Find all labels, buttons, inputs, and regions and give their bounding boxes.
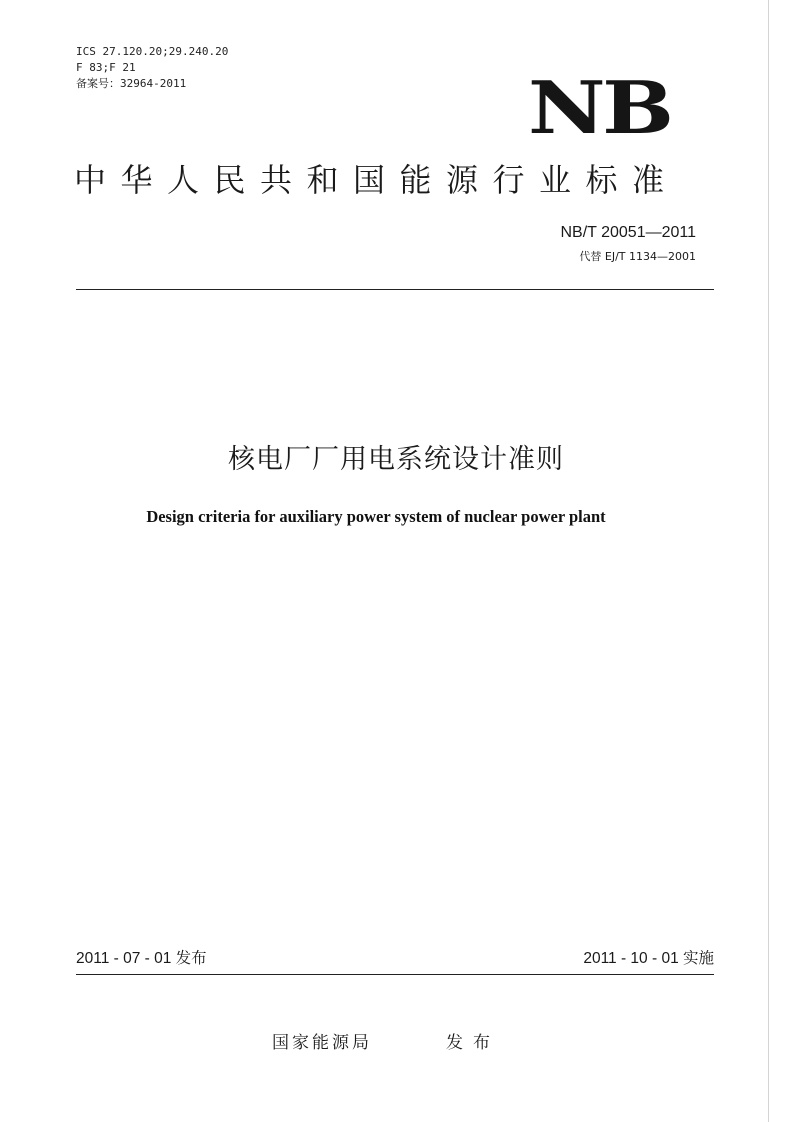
scan-edge-line: [768, 0, 769, 1122]
nb-logo: NB: [528, 65, 671, 150]
bottom-divider: [76, 974, 714, 975]
issuing-authority: 国家能源局: [272, 1033, 372, 1053]
document-title-english: Design criteria for auxiliary power system of nuclear power plant: [146, 507, 606, 526]
classification-block: [76, 44, 228, 92]
issuing-action: 发布: [446, 1033, 500, 1053]
standard-type-heading: 中华人民共和国能源行业标准: [74, 161, 679, 199]
standard-number: NB/T 20051—2011: [560, 224, 696, 241]
ics-code: ICS 27.120.20;29.240.20: [76, 45, 229, 58]
document-title-chinese: 核电厂厂用电系统设计准则: [228, 444, 564, 475]
issue-date: 2011 - 07 - 01 发布: [76, 950, 207, 967]
replaces-standard: 代替 EJ/T 1134—2001: [579, 250, 696, 263]
filing-number: 备案号：32964-2011: [76, 77, 187, 90]
ccs-code: F 83;F 21: [76, 61, 136, 74]
implementation-date: 2011 - 10 - 01 实施: [583, 950, 714, 967]
top-divider: [76, 289, 714, 290]
